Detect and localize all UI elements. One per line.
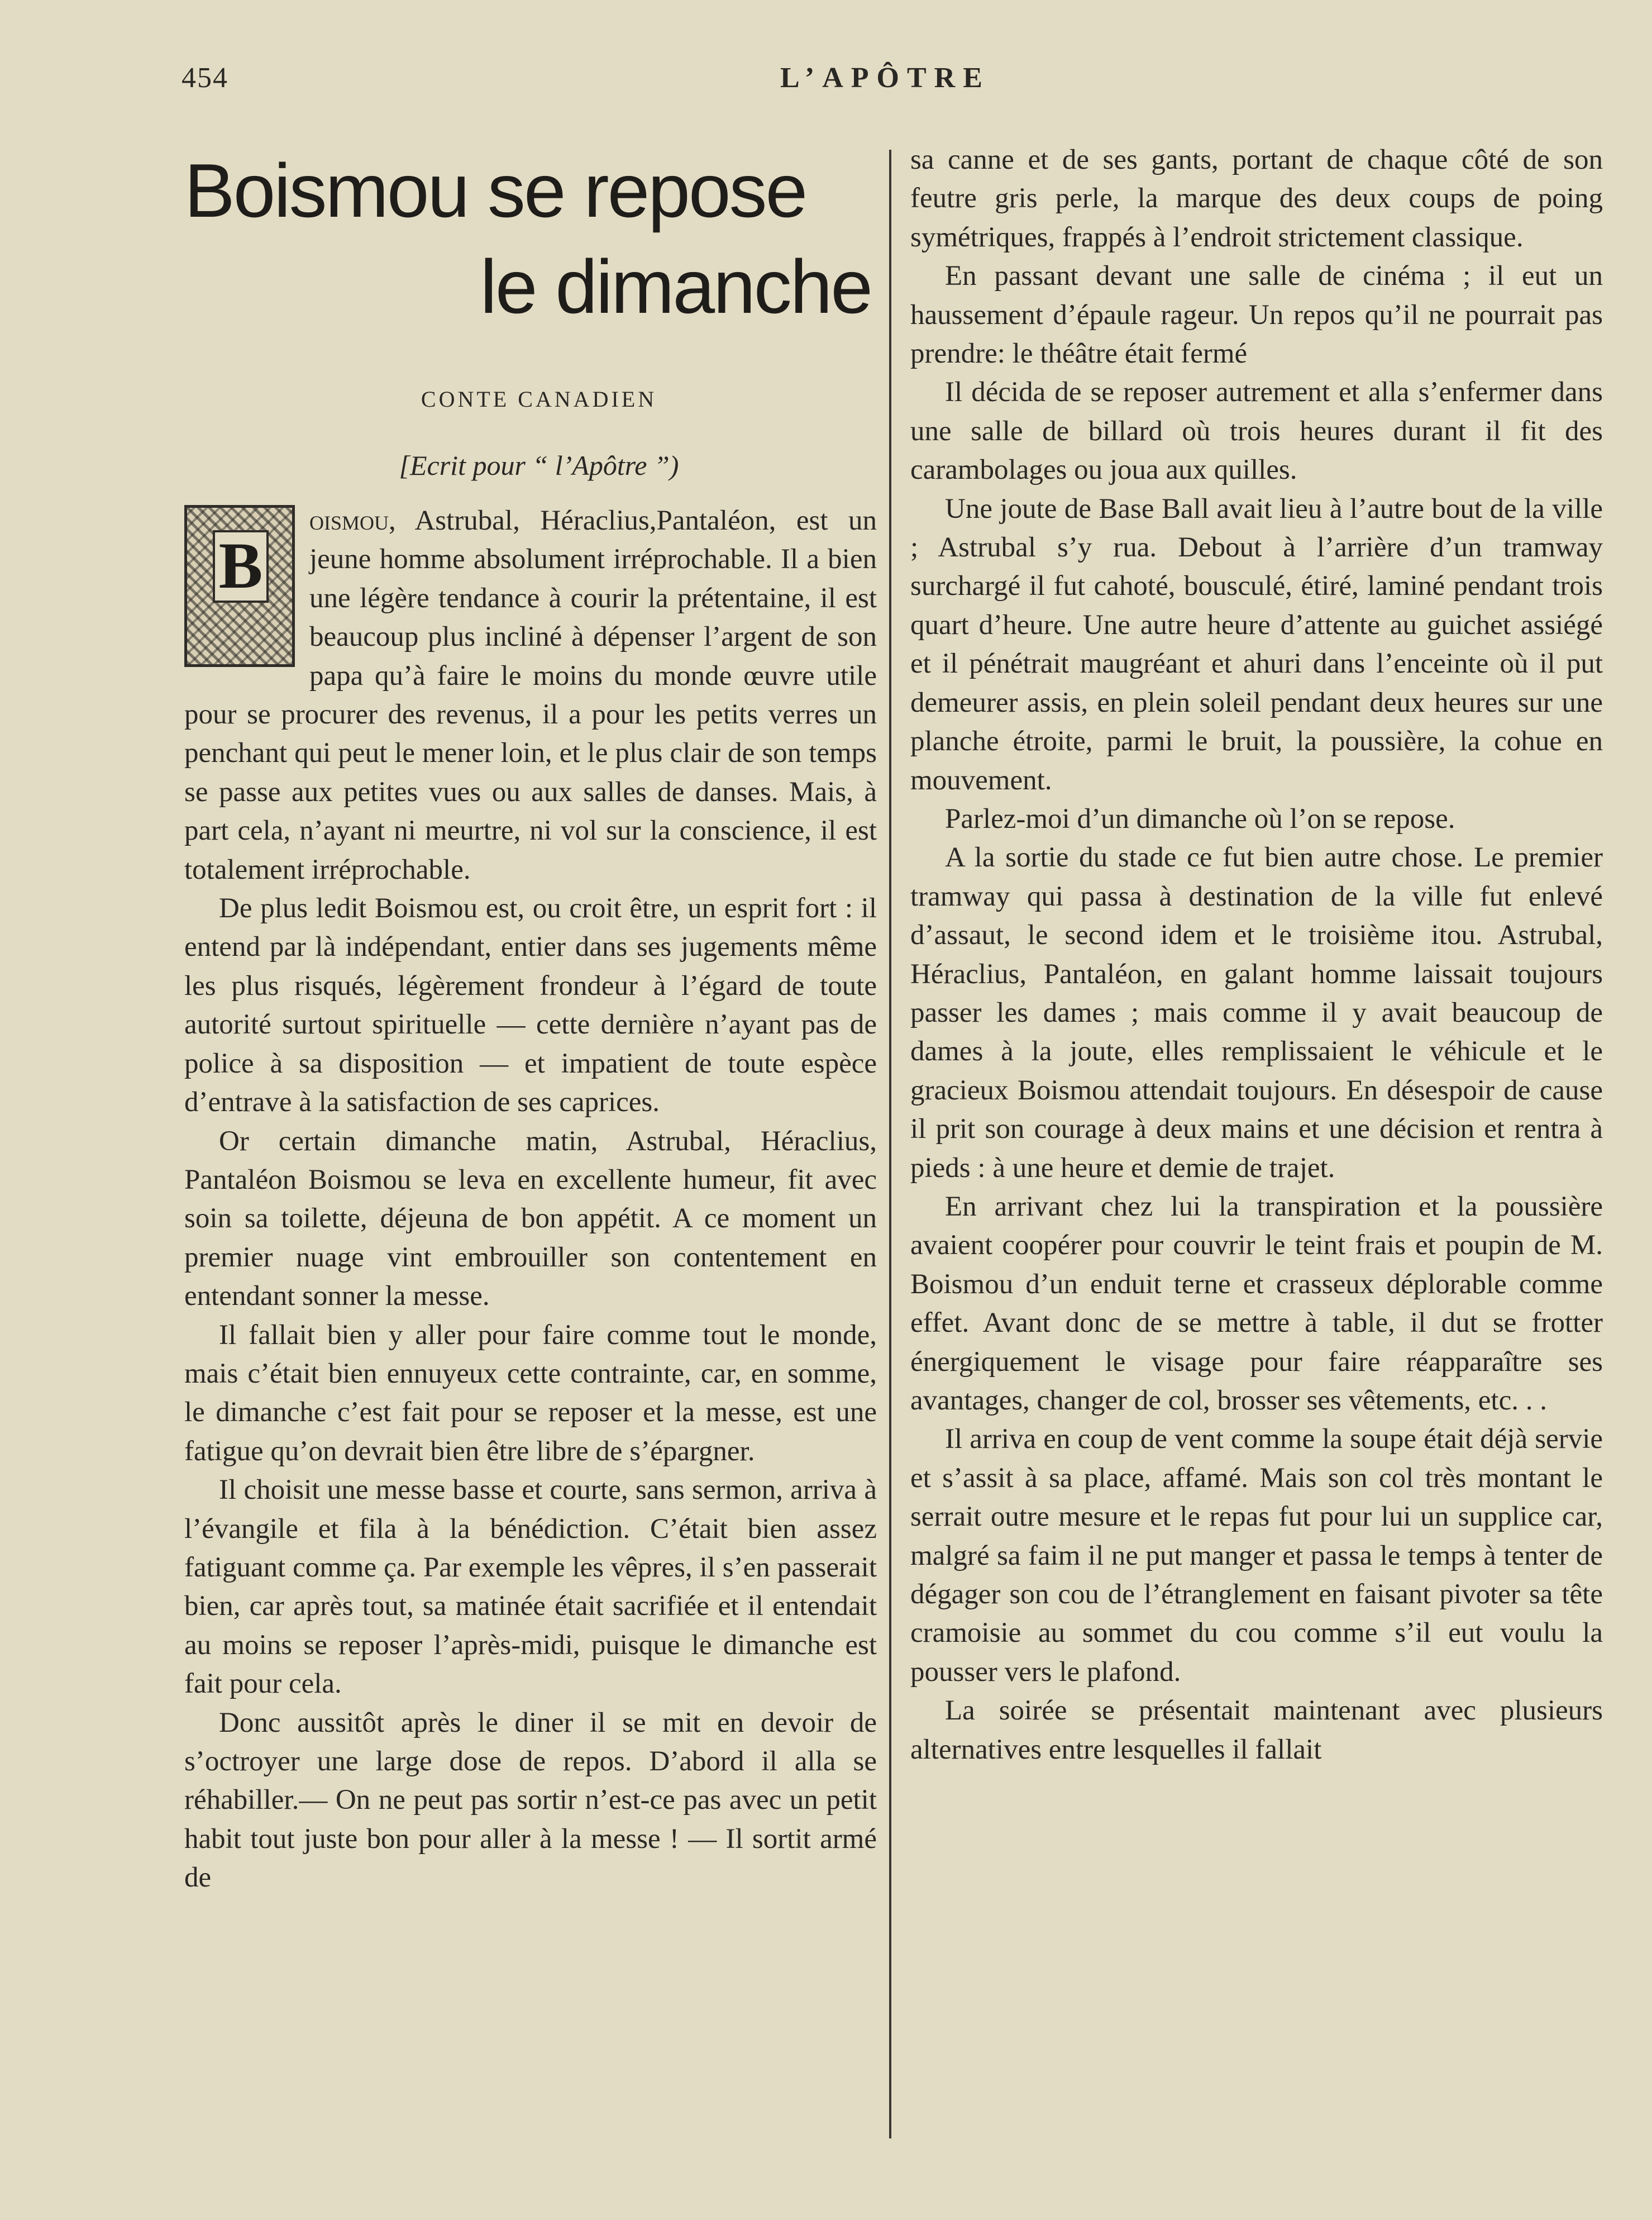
paragraph: En arrivant chez lui la transpiration et la poussière avaient coopérer pour couvrir le teint frais et poupin de M. Boismou d’un enduit terne et crasseux déplorable comme effet. Avant donc de se mettre à table, il dut se frotter énergiquement le visage pour faire réapparaître ses avantages, changer de col, brosser ses vêtements, etc. . . <box>910 1190 1603 1416</box>
paragraph: sa canne et de ses gants, portant de chaque côté de son feutre gris perle, la marque des deux coups de poing symétriques, frappés à l’endroit strictement classique. <box>910 144 1603 253</box>
paragraph: En passant devant une salle de cinéma ; il eut un haussement d’épaule rageur. Un repos qu’il ne pourrait pas prendre: le théâtre était fermé <box>910 260 1603 370</box>
right-column-text <box>910 141 1603 1769</box>
article-note: [Ecrit pour “ l’Apôtre ”) <box>399 450 679 481</box>
paragraph: Or certain dimanche matin, Astrubal, Héraclius, Pantaléon Boismou se leva en excellente humeur, fit avec soin sa toilette, déjeuna de bon appétit. A ce moment un premier nuage vint embrouiller son contentement en entendant sonner la messe. <box>184 1125 877 1312</box>
journal-title: L’APÔTRE <box>780 62 990 94</box>
right-column <box>910 141 1603 1769</box>
lead-smallcaps: oismou <box>309 505 389 536</box>
paragraph: Donc aussitôt après le diner il se mit en devoir de s’octroyer une large dose de repos. D’abord il alla se réhabiller.— On ne peut pas sortir n’est-ce pas avec un petit habit tout juste bon pour aller à la messe ! — Il sortit armé de <box>184 1707 877 1894</box>
paragraph: Il fallait bien y aller pour faire comme tout le monde, mais c’était bien ennuyeux cette contrainte, car, en somme, le dimanche c’est fait pour se reposer et la messe, est une fatigue qu’on devrait bien être libre de s’épargner. <box>184 1319 877 1467</box>
paragraph: A la sortie du stade ce fut bien autre chose. Le premier tramway qui passa à destination de la ville fut enlevé d’assaut, le second idem et le troisième itou. Astrubal, Héraclius, Pantaléon, en galant homme laissait toujours passer les dames ; mais comme il y avait beaucoup de dames à la joute, elles remplissaient le véhicule et le gracieux Boismou attendait toujours. En désespoir de cause il prit son courage à deux mains et une décision et rentra à pieds : à une heure et demie de trajet. <box>910 842 1603 1184</box>
left-column <box>184 142 877 1898</box>
paragraph: Il arriva en coup de vent comme la soupe était déjà servie et s’assit à sa place, affamé. Mais son col très montant le serrait outre mesure et le repas fut pour lui un supplice car, malgré sa faim il ne put manger et passa le temps à tenter de dégager son cou de l’étranglement en faisant pivoter sa tête cramoisie au sommet du cou comme s’il eut voulu la pousser vers le plafond. <box>910 1423 1603 1688</box>
running-head <box>182 61 1016 101</box>
paragraph: Parlez-moi d’un dimanche où l’on se repose. <box>945 803 1455 835</box>
column-divider <box>889 150 891 2138</box>
paragraph: Une joute de Base Ball avait lieu à l’autre bout de la ville ; Astrubal s’y rua. Debout à l’arrière d’un tramway surchargé il fut cahoté, bousculé, étiré, laminé pendant trois quart d’heure. Une autre heure d’attente au guichet assiégé et il pénétrait maugréant et ahuri dans l’enceinte où il put demeurer assis, en plein soleil pendant deux heures sur une planche étroite, parmi le bruit, la poussière, la cohue en mouvement. <box>910 493 1603 796</box>
paragraph-text: , Astrubal, Héraclius,Pantaléon, est un jeune homme absolument irréprochable. Il a bien une légère tendance à courir la prétentaine, il est beaucoup plus incliné à dépenser l’argent de son papa qu’à faire le moins du monde œuvre utile pour se procurer des revenus, il a pour les petits verres un penchant qui peut le mener loin, et le plus clair de son temps se passe aux petites vues ou aux salles de danses. Mais, à part cela, n’ayant ni meurtre, ni vol sur la conscience, il est totalement irréprochable. <box>184 505 877 885</box>
paragraph: La soirée se présentait maintenant avec plusieurs alternatives entre lesquelles il fallait <box>910 1695 1603 1765</box>
ornamental-dropcap <box>184 505 295 667</box>
article-title-line-2: le dimanche <box>480 244 871 329</box>
article-subtitle: CONTE CANADIEN <box>421 387 657 412</box>
paragraph: Il décida de se reposer autrement et alla s’enfermer dans une salle de billard où trois heures durant il fit des carambolages ou joua aux quilles. <box>910 377 1603 486</box>
page-number: 454 <box>182 62 228 94</box>
paragraph: De plus ledit Boismou est, ou croit être, un esprit fort : il entend par là indépendant, entier dans ses jugements même les plus risqués, légèrement frondeur à l’égard de toute autorité surtout spirituelle — cette dernière n’ayant pas de police à sa disposition — et impatient de toute espèce d’entrave à la satisfaction de ses caprices. <box>184 893 877 1118</box>
paragraph: Il choisit une messe basse et courte, sans sermon, arriva à l’évangile et fila à la bénédiction. C’était bien assez fatiguant comme ça. Par exemple les vêpres, il s’en passerait bien, car après tout, sa matinée était sacrifiée et il entendait au moins se reposer l’après-midi, puisque le dimanche est fait pour cela. <box>184 1474 877 1700</box>
paragraph <box>184 502 877 889</box>
article-title-line-1: Boismou se repose <box>184 148 806 233</box>
dropcap-letter: B <box>213 530 269 603</box>
left-column-text <box>184 502 877 1898</box>
